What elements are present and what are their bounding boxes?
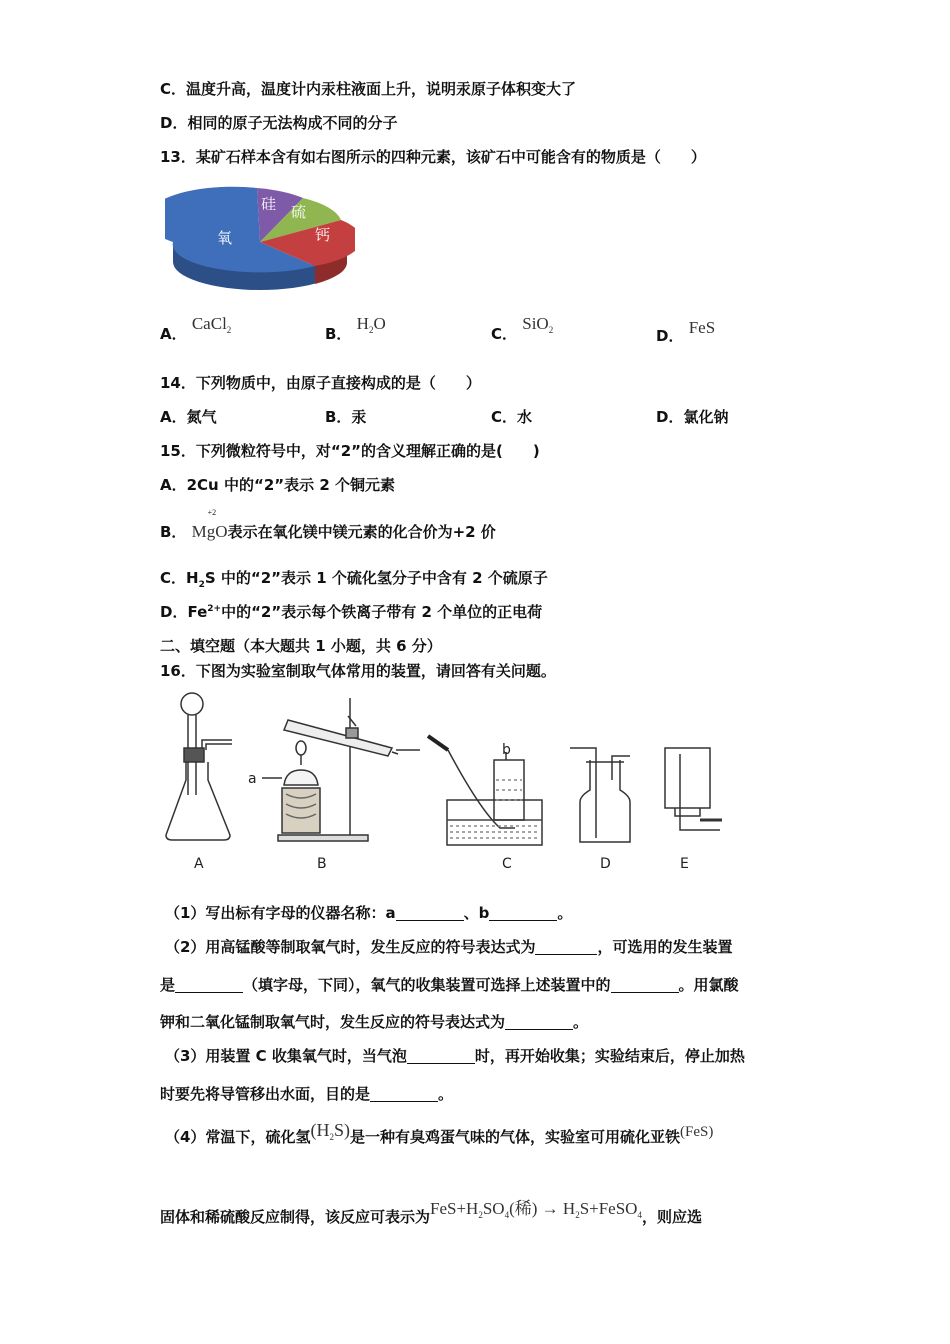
pie-label-calcium: 钙 [315,226,331,244]
q16-part2-line2: 是 （填字母，下同），氧气的收集装置可选择上述装置中的 。用氯酸 [160,976,739,994]
q14-option-d: D．氯化钠 [656,408,729,426]
q16-stem: 16．下图为实验室制取气体常用的装置，请回答有关问题。 [160,662,556,680]
apparatus-e [665,748,722,830]
label-a: a [248,771,257,787]
q13-option-c: C． SiO$_2$ [491,314,554,343]
label-b: b [502,742,511,758]
section-heading: 二、填空题（本大题共 1 小题，共 6 分） [160,637,442,655]
apparatus-a [166,693,232,840]
q16-part2-line3: 钾和二氧化锰制取氧气时，发生反应的符号表达式为 。 [160,1013,589,1031]
q15-stem: 15．下列微粒符号中，对“2”的含义理解正确的是( ) [160,442,540,460]
q13-option-d: D． FeS [656,318,716,345]
q15-option-a: A．2Cu 中的“2”表示 2 个铜元素 [160,476,395,494]
apparatus-d [570,748,630,842]
apparatus-figure [160,690,730,880]
caption-e: E [680,856,689,872]
q13-pie-chart [165,180,355,300]
apparatus-c [428,736,542,845]
blank-a [396,906,464,921]
q13-stem: 13．某矿石样本含有如右图所示的四种元素，该矿石中可能含有的物质是（ ） [160,148,706,166]
q13-option-a: A． CaCl$_2$ [160,314,232,343]
q16-part4-line2: 固体和稀硫酸反应制得，该反应可表示为$FeS+H_2SO_4$(稀) → $H_2S+FeSO_4$，则应选 [160,1199,702,1226]
q16-part3-line1: （3）用装置 C 收集氧气时，当气泡 时，再开始收集；实验结束后，停止加热 [165,1047,745,1065]
q16-part1: （1）写出标有字母的仪器名称：a 、b 。 [165,904,573,922]
q14-stem: 14．下列物质中，由原子直接构成的是（ ） [160,374,481,392]
caption-b: B [317,856,327,872]
q15-option-d: D．$Fe^{2+}$中的“2”表示每个铁离子带有 2 个单位的正电荷 [160,603,543,621]
q13-option-b: B． $H_2O$ [325,314,386,343]
q12-option-d: D．相同的原子无法构成不同的分子 [160,114,398,132]
pie-label-silicon: 硅 [261,195,277,213]
q12-option-c: C．温度升高，温度计内汞柱液面上升，说明汞原子体积变大了 [160,80,577,98]
q16-part3-line2: 时要先将导管移出水面，目的是 。 [160,1085,454,1103]
pie-label-sulfur: 硫 [291,203,307,221]
valence-mark: +2 [207,508,217,517]
q16-part2-line1: （2）用高锰酸等制取氧气时，发生反应的符号表达式为 ，可选用的发生装置 [165,938,733,956]
blank-b [489,906,557,921]
caption-c: C [502,856,512,872]
q16-part4-line1: （4）常温下，硫化氢$(H_2S)$是一种有臭鸡蛋气味的气体，实验室可用硫化亚铁(FeS) [165,1120,714,1146]
pie-label-oxygen: 氧 [217,229,233,247]
q15-option-b: B． +2 MgO表示在氧化镁中镁元素的化合价为+2 价 [160,508,496,541]
q14-option-c: C．水 [491,408,533,426]
caption-a: A [194,856,204,872]
q14-option-a: A．氮气 [160,408,217,426]
q15-option-c: C．$H_2S$ 中的“2”表示 1 个硫化氢分子中含有 2 个硫原子 [160,569,548,590]
apparatus-b [262,698,420,841]
q14-option-b: B．汞 [325,408,367,426]
caption-d: D [600,856,611,872]
